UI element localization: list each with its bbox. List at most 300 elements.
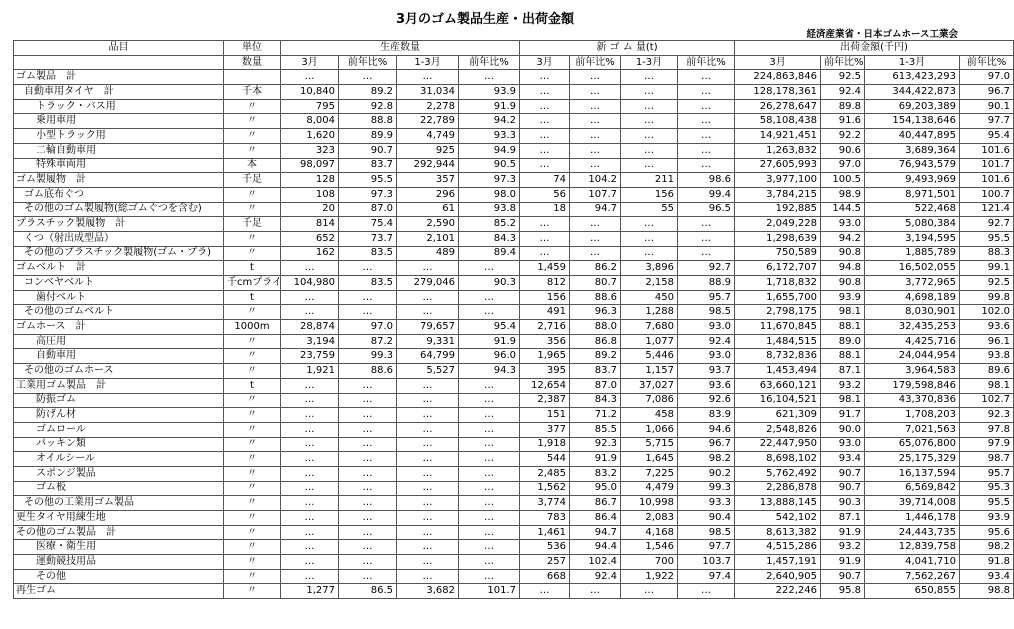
row-value-cell: … (520, 85, 570, 100)
row-value-cell: 90.8 (821, 246, 865, 261)
row-value-cell: 7,562,267 (865, 569, 960, 584)
row-value-cell: 1,965 (520, 349, 570, 364)
row-value-cell: 93.0 (821, 437, 865, 452)
row-value-cell: 5,446 (621, 349, 678, 364)
row-value-cell: … (570, 99, 621, 114)
row-value-cell: 98.7 (960, 452, 1014, 467)
row-value-cell: 86.4 (570, 511, 621, 526)
table-row (14, 511, 1014, 526)
row-value-cell: 2,387 (520, 393, 570, 408)
header-new-rubber: 新 ゴ ム 量(t) (520, 41, 735, 56)
row-item-name: オイルシール (14, 452, 224, 467)
row-value-cell: 3,784,215 (735, 187, 821, 202)
row-value-cell: … (397, 496, 459, 511)
table-row (14, 481, 1014, 496)
row-item-name: ゴム底布ぐつ (14, 187, 224, 202)
row-unit: 千足 (224, 217, 281, 232)
header-production: 生産数量 (281, 41, 520, 56)
row-value-cell: … (570, 231, 621, 246)
row-value-cell: … (621, 114, 678, 129)
row-value-cell: … (570, 246, 621, 261)
row-value-cell: … (281, 305, 339, 320)
row-value-cell: 94.2 (459, 114, 520, 129)
row-value-cell: … (459, 422, 520, 437)
row-value-cell: 1,918 (520, 437, 570, 452)
table-row (14, 540, 1014, 555)
table-row (14, 525, 1014, 540)
row-value-cell: 3,689,364 (865, 143, 960, 158)
row-value-cell: 99.8 (960, 290, 1014, 305)
row-unit: 〃 (224, 569, 281, 584)
row-value-cell: 91.9 (459, 99, 520, 114)
table-row (14, 158, 1014, 173)
row-value-cell: … (339, 540, 397, 555)
row-value-cell: 162 (281, 246, 339, 261)
row-value-cell: 87.0 (339, 202, 397, 217)
row-value-cell: 156 (520, 290, 570, 305)
row-value-cell: 94.7 (570, 202, 621, 217)
row-value-cell: 621,309 (735, 408, 821, 423)
row-value-cell: 93.8 (459, 202, 520, 217)
row-value-cell: 80.7 (570, 276, 621, 291)
row-value-cell: … (339, 261, 397, 276)
row-unit: 〃 (224, 231, 281, 246)
row-value-cell: 1,457,191 (735, 555, 821, 570)
row-value-cell: … (520, 231, 570, 246)
row-value-cell: 1,708,203 (865, 408, 960, 423)
row-value-cell: 1,562 (520, 481, 570, 496)
header-unit: 単位 (224, 41, 281, 56)
row-item-name: 特殊車両用 (14, 158, 224, 173)
row-value-cell: 8,004 (281, 114, 339, 129)
table-row (14, 349, 1014, 364)
row-value-cell: 2,158 (621, 276, 678, 291)
table-row (14, 276, 1014, 291)
row-value-cell: … (621, 584, 678, 599)
row-value-cell: … (397, 393, 459, 408)
row-value-cell: 192,885 (735, 202, 821, 217)
row-value-cell: 104,980 (281, 276, 339, 291)
row-value-cell: 102.7 (960, 393, 1014, 408)
row-value-cell: 1,288 (621, 305, 678, 320)
row-value-cell: 750,589 (735, 246, 821, 261)
row-value-cell: 101.7 (459, 584, 520, 599)
row-value-cell: 91.9 (821, 555, 865, 570)
row-value-cell: 16,137,594 (865, 466, 960, 481)
row-value-cell: 92.8 (339, 99, 397, 114)
row-value-cell: 814 (281, 217, 339, 232)
row-value-cell: 93.3 (459, 129, 520, 144)
row-value-cell: … (570, 85, 621, 100)
row-value-cell: 12,654 (520, 378, 570, 393)
row-value-cell: … (520, 158, 570, 173)
header-sub: 前年比% (339, 55, 397, 70)
row-value-cell: 2,101 (397, 231, 459, 246)
row-value-cell: 89.6 (960, 364, 1014, 379)
row-value-cell: … (397, 511, 459, 526)
row-value-cell: … (520, 114, 570, 129)
row-value-cell: 83.7 (339, 158, 397, 173)
row-value-cell: 101.6 (960, 173, 1014, 188)
row-value-cell: 97.3 (459, 173, 520, 188)
row-value-cell: 450 (621, 290, 678, 305)
row-item-name: 自動車用 (14, 349, 224, 364)
row-value-cell: 99.4 (678, 187, 735, 202)
row-value-cell: 88.0 (570, 320, 621, 335)
row-value-cell: 613,423,293 (865, 70, 960, 85)
row-value-cell: 95.6 (960, 525, 1014, 540)
row-value-cell: 2,083 (621, 511, 678, 526)
row-value-cell: 1,298,639 (735, 231, 821, 246)
row-value-cell: 783 (520, 511, 570, 526)
row-value-cell: 90.1 (960, 99, 1014, 114)
row-value-cell: … (397, 70, 459, 85)
row-value-cell: 2,548,826 (735, 422, 821, 437)
row-value-cell: 97.0 (339, 320, 397, 335)
row-value-cell: 84.3 (459, 231, 520, 246)
row-item-name: 防げん材 (14, 408, 224, 423)
row-value-cell: 63,660,121 (735, 378, 821, 393)
row-value-cell: 14,921,451 (735, 129, 821, 144)
table-row (14, 217, 1014, 232)
row-item-name: その他 (14, 569, 224, 584)
row-value-cell: … (459, 452, 520, 467)
row-value-cell: … (678, 584, 735, 599)
row-item-name: その他の工業用ゴム製品 (14, 496, 224, 511)
row-unit: t (224, 290, 281, 305)
row-unit: 〃 (224, 246, 281, 261)
row-value-cell: 26,278,647 (735, 99, 821, 114)
row-value-cell: 700 (621, 555, 678, 570)
row-value-cell: … (397, 452, 459, 467)
row-value-cell: … (520, 143, 570, 158)
row-value-cell: 1,546 (621, 540, 678, 555)
row-value-cell: … (397, 378, 459, 393)
row-value-cell: 39,714,008 (865, 496, 960, 511)
row-value-cell: 102.0 (960, 305, 1014, 320)
row-value-cell: … (459, 408, 520, 423)
row-value-cell: 93.9 (960, 511, 1014, 526)
row-value-cell: 97.7 (960, 114, 1014, 129)
table-row (14, 290, 1014, 305)
row-value-cell: 121.4 (960, 202, 1014, 217)
row-item-name: 医療・衛生用 (14, 540, 224, 555)
row-value-cell: … (621, 231, 678, 246)
row-value-cell: 86.5 (339, 584, 397, 599)
row-value-cell: 23,759 (281, 349, 339, 364)
row-value-cell: … (520, 129, 570, 144)
row-value-cell: … (459, 437, 520, 452)
row-value-cell: … (339, 569, 397, 584)
row-value-cell: 87.1 (821, 364, 865, 379)
row-value-cell: 88.8 (339, 114, 397, 129)
row-value-cell: 279,046 (397, 276, 459, 291)
row-value-cell: 812 (520, 276, 570, 291)
row-value-cell: … (621, 246, 678, 261)
row-value-cell: 92.5 (960, 276, 1014, 291)
row-value-cell: 1,446,178 (865, 511, 960, 526)
row-value-cell: 88.1 (821, 320, 865, 335)
row-value-cell: 95.5 (960, 496, 1014, 511)
row-item-name: 更生タイヤ用練生地 (14, 511, 224, 526)
row-value-cell: 101.7 (960, 158, 1014, 173)
row-value-cell: 98.1 (821, 305, 865, 320)
row-value-cell: 4,425,716 (865, 334, 960, 349)
table-row (14, 305, 1014, 320)
row-value-cell: 7,086 (621, 393, 678, 408)
row-value-cell: 296 (397, 187, 459, 202)
row-value-cell: 88.3 (960, 246, 1014, 261)
row-value-cell: 94.6 (678, 422, 735, 437)
row-value-cell: 94.2 (821, 231, 865, 246)
row-value-cell: … (397, 569, 459, 584)
row-value-cell: 8,971,501 (865, 187, 960, 202)
row-value-cell: 4,515,286 (735, 540, 821, 555)
header-sub: 前年比% (459, 55, 520, 70)
row-unit: 〃 (224, 452, 281, 467)
row-value-cell: 5,527 (397, 364, 459, 379)
row-unit: 〃 (224, 437, 281, 452)
row-value-cell: 65,076,800 (865, 437, 960, 452)
header-sub: 前年比% (821, 55, 865, 70)
row-value-cell: 90.8 (821, 276, 865, 291)
row-value-cell: … (621, 70, 678, 85)
row-value-cell: … (621, 99, 678, 114)
row-value-cell: 91.9 (821, 525, 865, 540)
row-value-cell: … (397, 305, 459, 320)
row-value-cell: 22,447,950 (735, 437, 821, 452)
row-value-cell: 89.2 (570, 349, 621, 364)
table-row (14, 466, 1014, 481)
row-value-cell: 144.5 (821, 202, 865, 217)
row-value-cell: 22,789 (397, 114, 459, 129)
row-value-cell: 20 (281, 202, 339, 217)
table-row (14, 452, 1014, 467)
row-value-cell: … (459, 569, 520, 584)
row-value-cell: 93.3 (678, 496, 735, 511)
row-unit: 〃 (224, 129, 281, 144)
table-row (14, 364, 1014, 379)
row-value-cell: 75.4 (339, 217, 397, 232)
row-item-name: くつ（射出成型品） (14, 231, 224, 246)
row-unit: 〃 (224, 408, 281, 423)
row-value-cell: … (281, 70, 339, 85)
row-value-cell: 94.8 (821, 261, 865, 276)
row-unit: 〃 (224, 349, 281, 364)
row-value-cell: 489 (397, 246, 459, 261)
row-value-cell: 90.7 (821, 569, 865, 584)
row-value-cell: 7,680 (621, 320, 678, 335)
row-value-cell: 377 (520, 422, 570, 437)
row-value-cell: … (281, 481, 339, 496)
row-value-cell: 98.6 (678, 173, 735, 188)
header-item-blank (14, 55, 224, 70)
row-value-cell: … (339, 378, 397, 393)
row-value-cell: … (397, 466, 459, 481)
row-value-cell: … (281, 422, 339, 437)
row-value-cell: 5,080,384 (865, 217, 960, 232)
row-value-cell: 652 (281, 231, 339, 246)
row-value-cell: 90.4 (678, 511, 735, 526)
row-value-cell: 90.6 (821, 143, 865, 158)
row-value-cell: … (678, 158, 735, 173)
row-value-cell: 89.0 (821, 334, 865, 349)
table-row (14, 70, 1014, 85)
row-value-cell: 344,422,873 (865, 85, 960, 100)
header-sub: 3月 (735, 55, 821, 70)
row-value-cell: 211 (621, 173, 678, 188)
row-value-cell: 102.4 (570, 555, 621, 570)
row-value-cell: 88.6 (570, 290, 621, 305)
row-value-cell: … (570, 217, 621, 232)
row-value-cell: … (621, 143, 678, 158)
row-value-cell: 5,762,492 (735, 466, 821, 481)
row-value-cell: … (459, 393, 520, 408)
row-value-cell: 89.2 (339, 85, 397, 100)
row-value-cell: 1,453,494 (735, 364, 821, 379)
row-value-cell: 27,605,993 (735, 158, 821, 173)
row-value-cell: 94.7 (570, 525, 621, 540)
row-value-cell: 1,484,515 (735, 334, 821, 349)
row-value-cell: 31,034 (397, 85, 459, 100)
row-value-cell: … (678, 99, 735, 114)
row-value-cell: 5,715 (621, 437, 678, 452)
row-value-cell: 4,479 (621, 481, 678, 496)
row-value-cell: 536 (520, 540, 570, 555)
row-value-cell: 98,097 (281, 158, 339, 173)
row-value-cell: 1,461 (520, 525, 570, 540)
row-value-cell: 98.1 (821, 393, 865, 408)
row-value-cell: 99.1 (960, 261, 1014, 276)
row-value-cell: 668 (520, 569, 570, 584)
row-value-cell: 89.8 (821, 99, 865, 114)
row-value-cell: 8,030,901 (865, 305, 960, 320)
row-value-cell: … (570, 70, 621, 85)
row-value-cell: 87.1 (821, 511, 865, 526)
row-value-cell: 128 (281, 173, 339, 188)
row-value-cell: 3,977,100 (735, 173, 821, 188)
row-value-cell: 1,263,832 (735, 143, 821, 158)
row-unit: 本 (224, 158, 281, 173)
row-unit: 〃 (224, 481, 281, 496)
row-value-cell: … (570, 584, 621, 599)
row-value-cell: … (281, 569, 339, 584)
row-value-cell: 92.2 (821, 129, 865, 144)
row-item-name: 小型トラック用 (14, 129, 224, 144)
header-sub: 前年比% (678, 55, 735, 70)
table-row (14, 85, 1014, 100)
row-unit: 〃 (224, 584, 281, 599)
table-row (14, 187, 1014, 202)
row-value-cell: … (397, 408, 459, 423)
table-row (14, 231, 1014, 246)
table-row (14, 555, 1014, 570)
row-value-cell: … (459, 290, 520, 305)
row-item-name: ゴム製履物 計 (14, 173, 224, 188)
row-value-cell: 97.3 (339, 187, 397, 202)
header-row-1 (14, 41, 1014, 56)
row-unit: 〃 (224, 422, 281, 437)
row-value-cell: 95.5 (339, 173, 397, 188)
row-value-cell: … (459, 378, 520, 393)
row-value-cell: 87.2 (339, 334, 397, 349)
row-item-name: コンベヤベルト (14, 276, 224, 291)
row-value-cell: 1,885,789 (865, 246, 960, 261)
row-item-name: パッキン類 (14, 437, 224, 452)
row-value-cell: 95.7 (960, 466, 1014, 481)
row-value-cell: 85.2 (459, 217, 520, 232)
row-value-cell: 356 (520, 334, 570, 349)
row-value-cell: 458 (621, 408, 678, 423)
row-value-cell: 55 (621, 202, 678, 217)
row-value-cell: … (459, 466, 520, 481)
row-unit: 〃 (224, 525, 281, 540)
row-unit: 千足 (224, 173, 281, 188)
row-unit: 〃 (224, 334, 281, 349)
header-row-2 (14, 55, 1014, 70)
header-sub: 1-3月 (621, 55, 678, 70)
row-value-cell: … (520, 246, 570, 261)
row-value-cell: 9,331 (397, 334, 459, 349)
row-value-cell: 2,798,175 (735, 305, 821, 320)
source-label: 経済産業省・日本ゴムホース工業会 (806, 29, 958, 40)
row-value-cell: … (281, 393, 339, 408)
row-value-cell: 94.3 (459, 364, 520, 379)
row-value-cell: … (281, 496, 339, 511)
row-value-cell: … (397, 555, 459, 570)
row-value-cell: 73.7 (339, 231, 397, 246)
row-value-cell: … (339, 555, 397, 570)
row-value-cell: 1,645 (621, 452, 678, 467)
row-unit: 〃 (224, 555, 281, 570)
row-value-cell: 1,157 (621, 364, 678, 379)
row-value-cell: 86.2 (570, 261, 621, 276)
row-value-cell: … (281, 555, 339, 570)
row-value-cell: … (339, 290, 397, 305)
row-value-cell: 74 (520, 173, 570, 188)
row-value-cell: 3,896 (621, 261, 678, 276)
row-value-cell: … (281, 452, 339, 467)
row-value-cell: … (678, 246, 735, 261)
row-unit: 千cmプライ (224, 276, 281, 291)
row-value-cell: 4,168 (621, 525, 678, 540)
row-value-cell: 3,964,583 (865, 364, 960, 379)
row-value-cell: 2,286,878 (735, 481, 821, 496)
row-value-cell: 95.3 (960, 481, 1014, 496)
header-sub: 3月 (520, 55, 570, 70)
row-value-cell: 83.9 (678, 408, 735, 423)
row-item-name: その他のゴム製履物(総ゴムぐつを含む) (14, 202, 224, 217)
row-unit: 〃 (224, 305, 281, 320)
row-value-cell: … (339, 452, 397, 467)
row-value-cell: 92.5 (821, 70, 865, 85)
row-value-cell: … (397, 525, 459, 540)
row-value-cell: 1,077 (621, 334, 678, 349)
row-unit: 〃 (224, 393, 281, 408)
row-value-cell: … (459, 481, 520, 496)
row-unit: 〃 (224, 540, 281, 555)
row-item-name: 乗用車用 (14, 114, 224, 129)
row-unit (224, 70, 281, 85)
row-value-cell: 88.6 (339, 364, 397, 379)
row-value-cell: 93.0 (821, 217, 865, 232)
row-value-cell: 3,772,965 (865, 276, 960, 291)
row-value-cell: 522,468 (865, 202, 960, 217)
header-sub: 3月 (281, 55, 339, 70)
row-value-cell: 4,041,710 (865, 555, 960, 570)
row-value-cell: 97.7 (678, 540, 735, 555)
row-value-cell: 90.0 (821, 422, 865, 437)
